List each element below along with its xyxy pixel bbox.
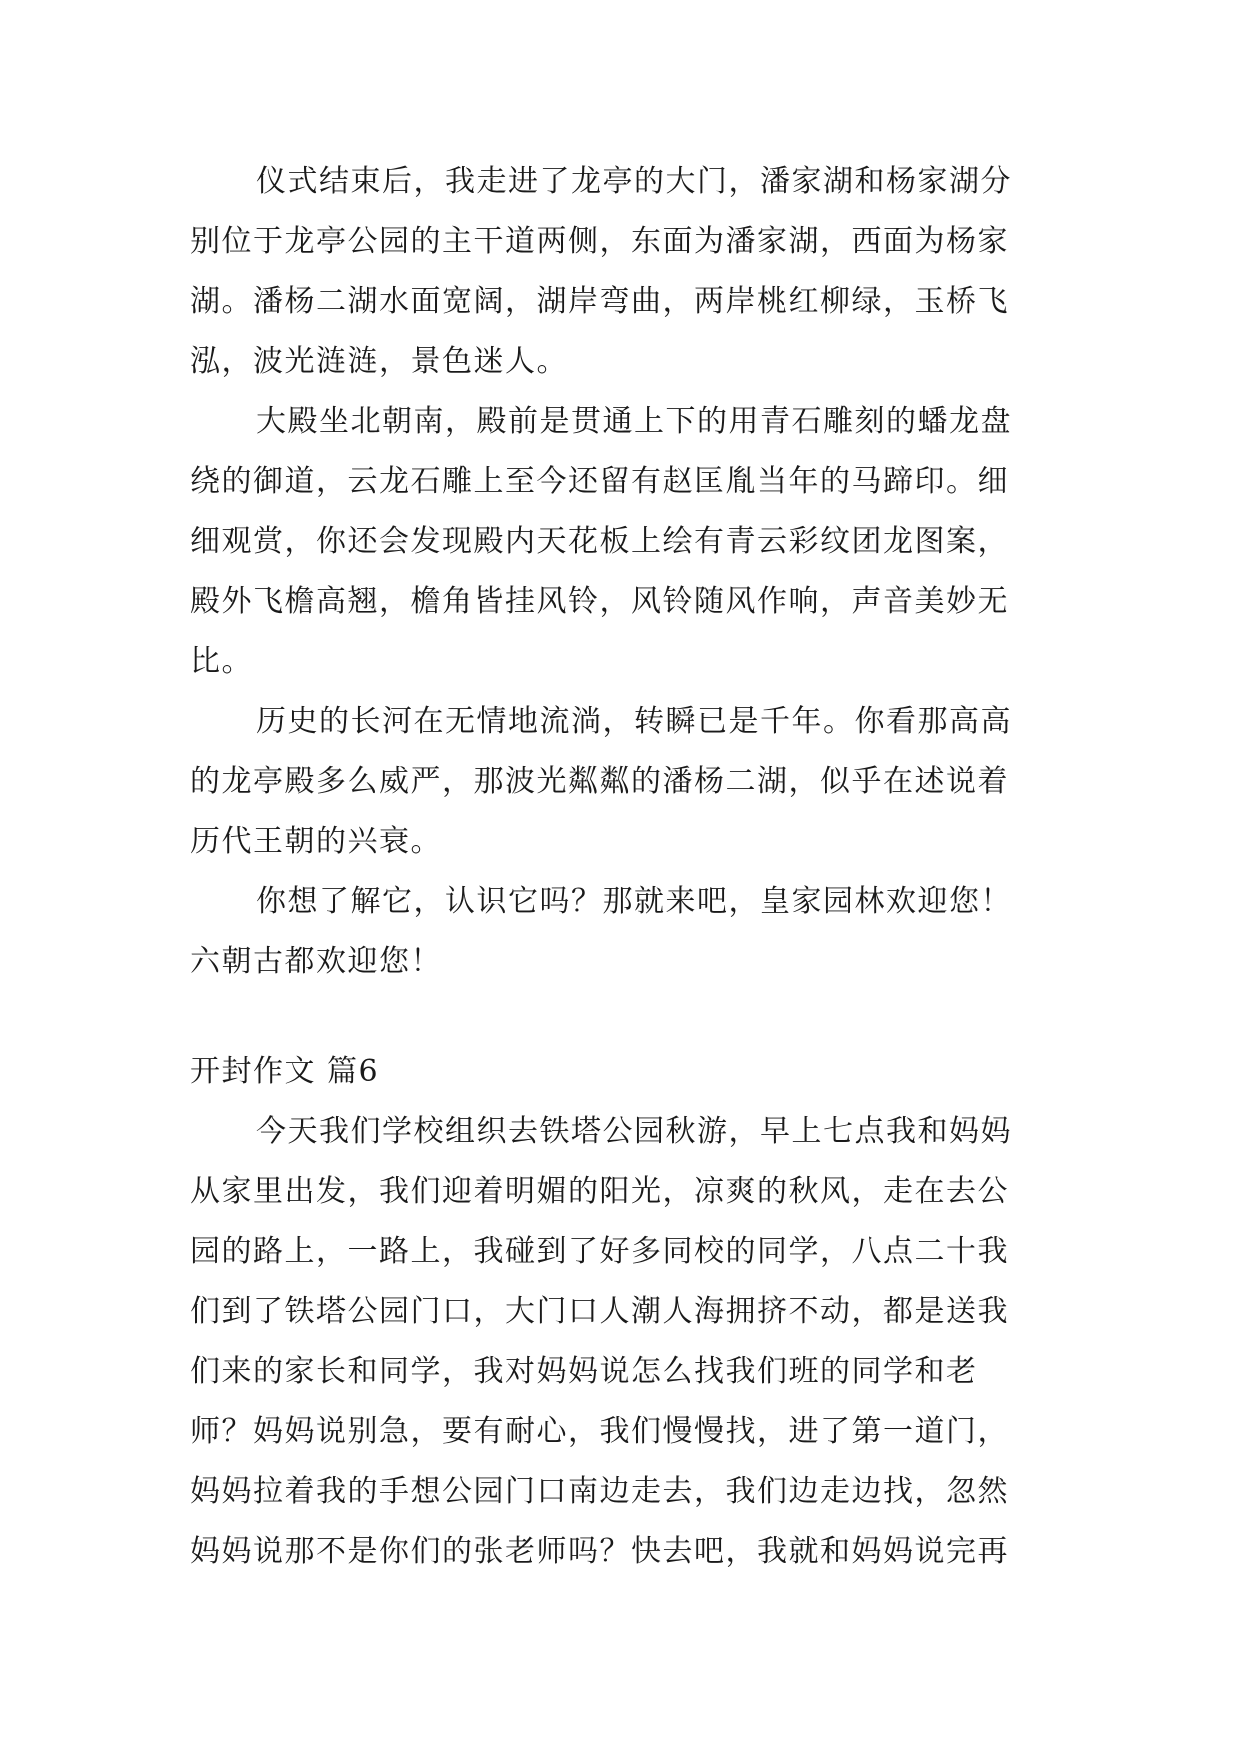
paragraph-line: 殿外飞檐高翘，檐角皆挂风铃，风铃随风作响，声音美妙无 bbox=[190, 584, 1009, 619]
paragraph-line: 妈妈说那不是你们的张老师吗？快去吧，我就和妈妈说完再 bbox=[190, 1534, 1009, 1569]
paragraph-line: 六朝古都欢迎您！ bbox=[190, 944, 442, 979]
paragraph-line: 仪式结束后，我走进了龙亭的大门，潘家湖和杨家湖分 bbox=[256, 164, 1012, 199]
paragraph-line: 湖。潘杨二湖水面宽阔，湖岸弯曲，两岸桃红柳绿，玉桥飞 bbox=[190, 284, 1009, 319]
paragraph-line: 别位于龙亭公园的主干道两侧，东面为潘家湖，西面为杨家 bbox=[190, 224, 1009, 259]
paragraph-line: 比。 bbox=[190, 644, 253, 679]
section-heading: 开封作文 篇6 bbox=[190, 1054, 380, 1089]
paragraph-line: 历史的长河在无情地流淌，转瞬已是千年。你看那高高 bbox=[256, 704, 1012, 739]
paragraph-line: 历代王朝的兴衰。 bbox=[190, 824, 442, 859]
paragraph-line: 你想了解它，认识它吗？那就来吧，皇家园林欢迎您！ bbox=[256, 884, 1012, 919]
paragraph-line: 园的路上，一路上，我碰到了好多同校的同学，八点二十我 bbox=[190, 1234, 1009, 1269]
paragraph-line: 绕的御道，云龙石雕上至今还留有赵匡胤当年的马蹄印。细 bbox=[190, 464, 1009, 499]
paragraph-line: 细观赏，你还会发现殿内天花板上绘有青云彩纹团龙图案， bbox=[190, 524, 1009, 559]
paragraph-line: 泓，波光涟涟，景色迷人。 bbox=[190, 344, 568, 379]
paragraph-line: 的龙亭殿多么威严，那波光粼粼的潘杨二湖，似乎在述说着 bbox=[190, 764, 1009, 799]
paragraph-line: 妈妈拉着我的手想公园门口南边走去，我们边走边找，忽然 bbox=[190, 1474, 1009, 1509]
paragraph-line: 们来的家长和同学，我对妈妈说怎么找我们班的同学和老 bbox=[190, 1354, 978, 1389]
paragraph-line: 大殿坐北朝南，殿前是贯通上下的用青石雕刻的蟠龙盘 bbox=[256, 404, 1012, 439]
paragraph-line: 今天我们学校组织去铁塔公园秋游，早上七点我和妈妈 bbox=[256, 1114, 1012, 1149]
paragraph-line: 们到了铁塔公园门口，大门口人潮人海拥挤不动，都是送我 bbox=[190, 1294, 1009, 1329]
paragraph-line: 师？妈妈说别急，要有耐心，我们慢慢找，进了第一道门， bbox=[190, 1414, 1009, 1449]
paragraph-line: 从家里出发，我们迎着明媚的阳光，凉爽的秋风，走在去公 bbox=[190, 1174, 1009, 1209]
